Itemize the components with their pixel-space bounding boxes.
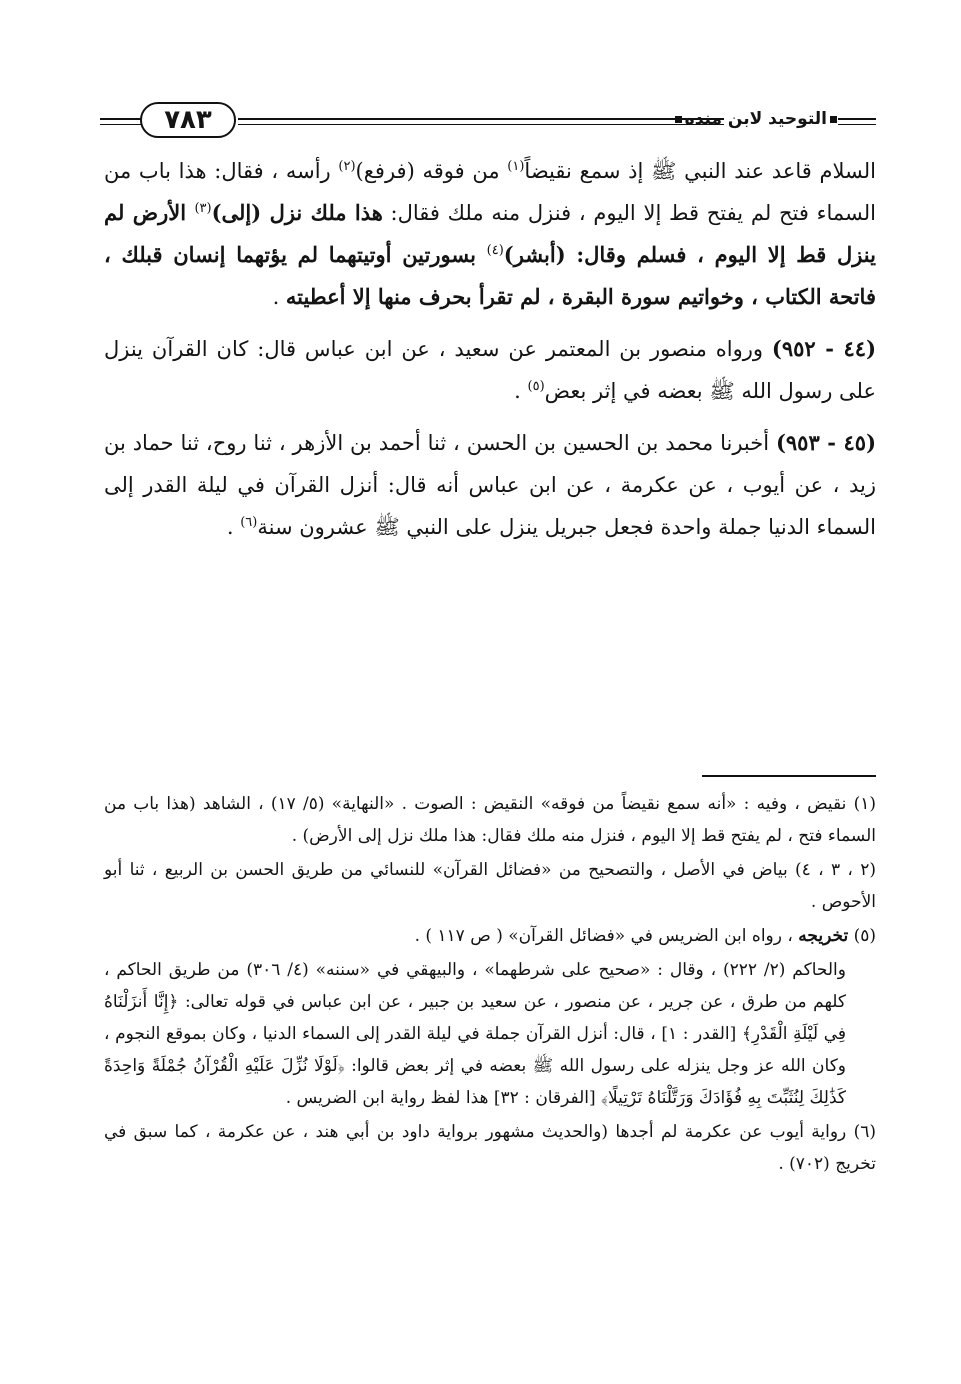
bold-text-run: بسورتين أوتيتهما لم يؤتهما إنسان قبلك ، فاتحة الكتاب ، وخواتيم سورة البقرة ، لم تقرأ بحرف منها إلا أعطيته [104,242,876,309]
paragraph-hadith-953 [104,422,876,548]
bold-text-run: الأرض لم ينزل قط إلا اليوم ، فسلم وقال: (أبشر) [104,200,876,267]
paragraph-hadith-continuation [104,150,876,318]
bold-text-run: هذا ملك نزل (إلى) [211,200,383,225]
header-rule-right [838,118,876,125]
running-title [684,102,840,136]
footnote-5-continuation: والحاكم (٢/ ٢٢٢) ، وقال : «صحيح على شرطهما» ، والبيهقي في «سننه» (٤/ ٣٠٦) من طريق الحاكم ، كلهم من طرق ، عن جرير ، عن منصور ، عن سعيد بن جبير ، عن ابن عباس في قوله تعالى: ﴿إِنَّا أَنزَلْنَاهُ فِي لَيْلَةِ الْقَدْرِ﴾ [القدر : ١] ، قال: أنزل القرآن جملة في ليلة القدر إلى السماء الدنيا ، وكان بموقع النجوم ، وكان الله عز وجل ينزله على رسول الله ﷺ بعضه في إثر بعض قالوا: ﴿لَوْلَا نُزِّلَ عَلَيْهِ الْقُرْآنُ جُمْلَةً وَاحِدَةً كَذَٰلِكَ لِنُثَبِّتَ بِهِ فُؤَادَكَ وَرَتَّلْنَاهُ تَرْتِيلًا﴾ [الفرقان : ٣٢] هذا لفظ رواية ابن الضريس . [104,960,846,1108]
footnote-2-3-4: (٢ ، ٣ ، ٤) بياض في الأصل ، والتصحيح من «فضائل القرآن» للنسائي من طريق الحسن بن الربيع ، ثنا أبو الأحوص . [104,860,877,912]
header-rule-middle [238,118,724,125]
text-run: رأسه ، فقال: هذا باب من السماء فتح لم يفتح قط إلا اليوم ، فنزل منه ملك فقال: [104,159,876,225]
footnote-6: (٦) رواية أيوب عن عكرمة لم أجدها (والحديث مشهور برواية داود بن أبي هند ، عن عكرمة ، كما سبق في تخريج (٧٠٢) . [104,1122,876,1174]
footnote-separator [702,775,876,777]
footnote-ref-5: (٥) [527,379,545,394]
text-run: . [272,285,286,309]
book-title-text: التوحيد لابن منده [684,109,827,129]
footnote-ref-4: (٤) [486,243,504,258]
footnote-ref-6: (٦) [240,515,258,530]
page-number: ٧٨٣ [140,102,236,138]
footnote-text: ، رواه ابن الضريس في «فضائل القرآن» ( ص ١١٧ ) . [414,926,799,946]
main-text [104,150,876,558]
page-header [100,96,876,146]
footnote-ref-2: (٢) [338,159,356,174]
footnote-ref-3: (٣) [194,201,212,216]
text-run: . [514,379,528,403]
footnote-label: (٥) [848,926,876,946]
hadith-number: (٤٤ - ٩٥٢) [771,336,876,361]
text-run: السلام قاعد عند النبي ﷺ إذ سمع نقيضاً [524,159,876,183]
header-rule-left [100,118,142,125]
footnote-ref-1: (١) [507,159,525,174]
footnote-5 [104,920,876,952]
hadith-number: (٤٥ - ٩٥٣) [775,430,876,455]
square-ornament-icon [675,116,682,123]
text-run: ورواه منصور بن المعتمر عن سعيد ، عن ابن عباس قال: كان القرآن ينزل على رسول الله ﷺ بعضه في إثر بعض [104,337,876,403]
text-run: . [226,515,241,539]
square-ornament-icon [830,116,837,123]
footnote-1: (١) نقيض ، وفيه : «أنه سمع نقيضاً من فوقه» النقيض : الصوت . «النهاية» (٥/ ١٧) ، الشاهد (هذا باب من السماء فتح ، لم يفتح قط إلا اليوم ، فنزل منه ملك فقال: هذا ملك نزل إلى الأرض) . [104,794,876,846]
text-run: من فوقه (فرفع) [355,159,508,183]
footnote-bold-term: تخريجه [798,926,849,946]
text-run: أخبرنا محمد بن الحسين بن الحسن ، ثنا أحمد بن الأزهر ، ثنا روح، ثنا حماد بن زيد ، عن أيوب ، عن عكرمة ، عن ابن عباس أنه قال: أنزل القرآن في ليلة القدر إلى السماء الدنيا جملة واحدة فجعل جبريل ينزل على النبي ﷺ عشرون سنة [104,431,876,539]
paragraph-hadith-952 [104,328,876,412]
footnotes [104,788,876,1182]
